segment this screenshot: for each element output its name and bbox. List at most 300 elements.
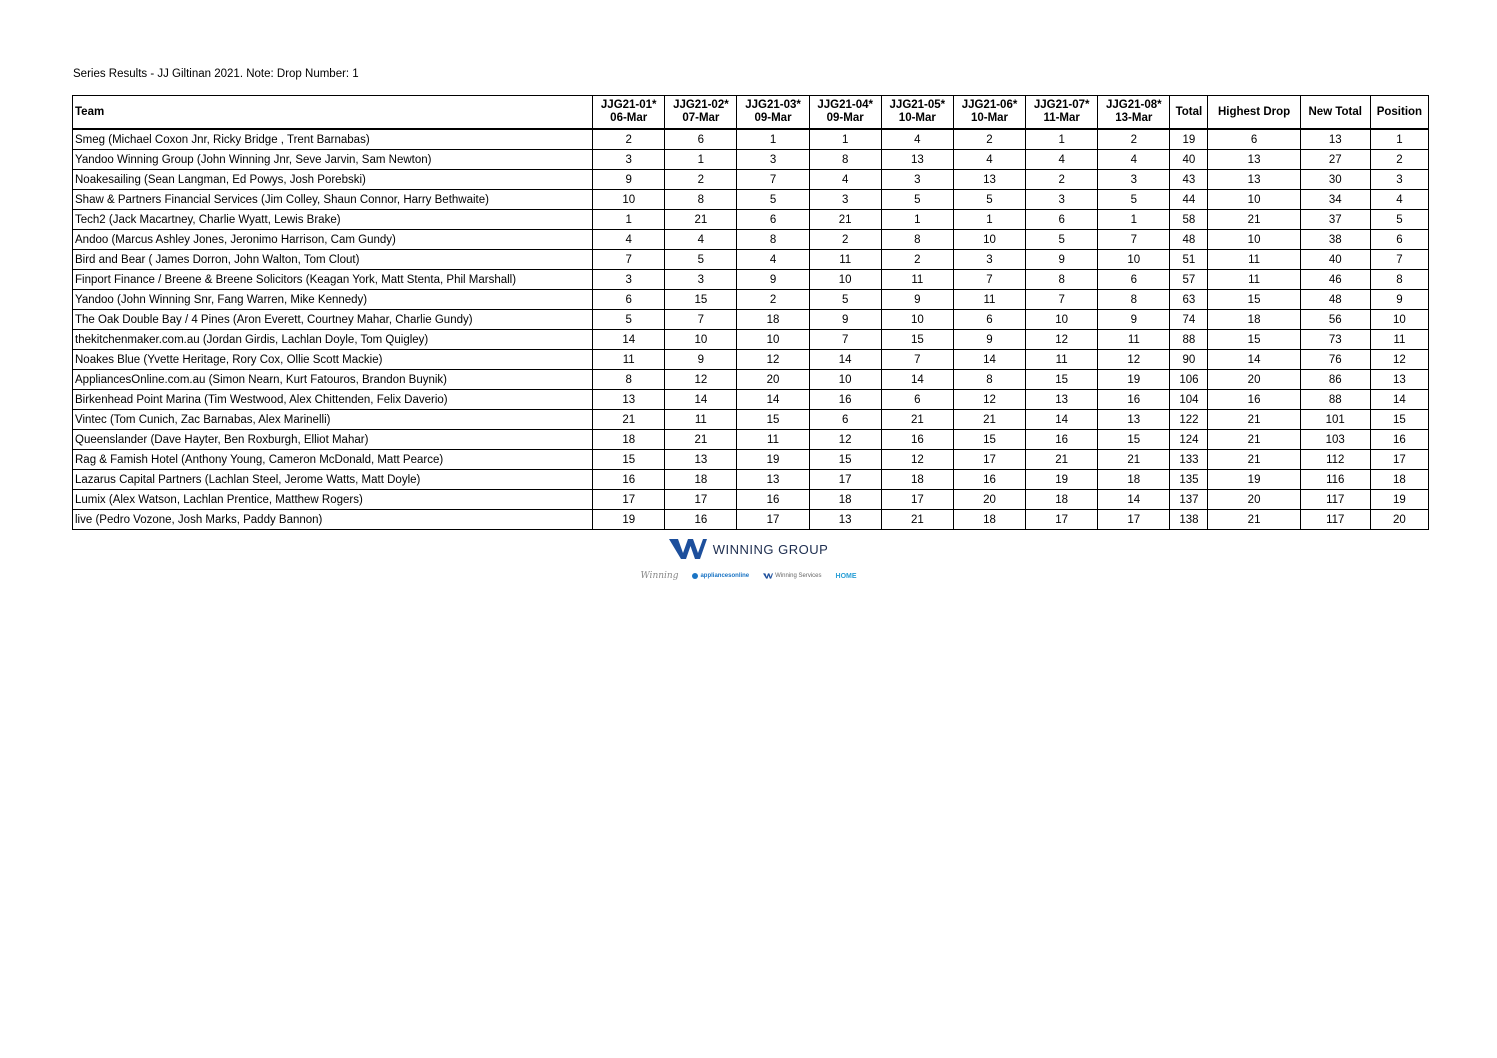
race-score-cell: 3: [1026, 190, 1098, 210]
total-cell: 40: [1170, 150, 1208, 170]
race-score-cell: 7: [665, 310, 737, 330]
race-score-cell: 13: [737, 470, 809, 490]
total-cell: 138: [1170, 510, 1208, 530]
race-score-cell: 12: [737, 350, 809, 370]
highest-drop-cell: 21: [1208, 450, 1300, 470]
race-score-cell: 16: [953, 470, 1025, 490]
col-header-total: Total: [1170, 96, 1208, 130]
race-score-cell: 10: [953, 230, 1025, 250]
appliances-online-icon: [692, 573, 698, 579]
race-score-cell: 17: [809, 470, 881, 490]
new-total-cell: 48: [1300, 290, 1370, 310]
race-score-cell: 8: [1098, 290, 1170, 310]
sub-logos: [0, 571, 1497, 581]
race-score-cell: 12: [881, 450, 953, 470]
highest-drop-cell: 21: [1208, 210, 1300, 230]
race-score-cell: 13: [881, 150, 953, 170]
race-score-cell: 7: [593, 250, 665, 270]
team-cell: Lumix (Alex Watson, Lachlan Prentice, Matthew Rogers): [73, 490, 593, 510]
race-score-cell: 12: [665, 370, 737, 390]
page-caption: Series Results - JJ Giltinan 2021. Note: Drop Number: 1: [73, 68, 359, 80]
race-score-cell: 11: [881, 270, 953, 290]
race-score-cell: 16: [593, 470, 665, 490]
new-total-cell: 13: [1300, 129, 1370, 150]
race-score-cell: 2: [1026, 170, 1098, 190]
race-score-cell: 15: [809, 450, 881, 470]
race-score-cell: 14: [881, 370, 953, 390]
race-score-cell: 15: [665, 290, 737, 310]
race-score-cell: 11: [1098, 330, 1170, 350]
race-score-cell: 21: [593, 410, 665, 430]
race-score-cell: 16: [809, 390, 881, 410]
table-row: [73, 430, 1429, 450]
race-score-cell: 6: [737, 210, 809, 230]
table-row: [73, 210, 1429, 230]
race-score-cell: 4: [881, 129, 953, 150]
position-cell: 4: [1370, 190, 1428, 210]
race-score-cell: 9: [1026, 250, 1098, 270]
race-score-cell: 8: [809, 150, 881, 170]
race-score-cell: 13: [809, 510, 881, 530]
highest-drop-cell: 13: [1208, 170, 1300, 190]
race-score-cell: 8: [881, 230, 953, 250]
race-score-cell: 21: [881, 510, 953, 530]
table-row: [73, 350, 1429, 370]
race-score-cell: 10: [881, 310, 953, 330]
race-score-cell: 5: [1098, 190, 1170, 210]
race-score-cell: 16: [665, 510, 737, 530]
team-cell: live (Pedro Vozone, Josh Marks, Paddy Bannon): [73, 510, 593, 530]
team-cell: Vintec (Tom Cunich, Zac Barnabas, Alex Marinelli): [73, 410, 593, 430]
race-score-cell: 17: [593, 490, 665, 510]
col-header-position: Position: [1370, 96, 1428, 130]
new-total-cell: 30: [1300, 170, 1370, 190]
highest-drop-cell: 14: [1208, 350, 1300, 370]
race-score-cell: 18: [737, 310, 809, 330]
race-score-cell: 18: [665, 470, 737, 490]
highest-drop-cell: 16: [1208, 390, 1300, 410]
race-score-cell: 15: [593, 450, 665, 470]
race-score-cell: 1: [809, 129, 881, 150]
total-cell: 88: [1170, 330, 1208, 350]
highest-drop-cell: 15: [1208, 290, 1300, 310]
highest-drop-cell: 10: [1208, 230, 1300, 250]
highest-drop-cell: 13: [1208, 150, 1300, 170]
race-score-cell: 17: [1026, 510, 1098, 530]
total-cell: 133: [1170, 450, 1208, 470]
total-cell: 135: [1170, 470, 1208, 490]
race-score-cell: 13: [1098, 410, 1170, 430]
race-score-cell: 3: [593, 150, 665, 170]
race-score-cell: 8: [953, 370, 1025, 390]
race-score-cell: 10: [809, 370, 881, 390]
race-score-cell: 18: [809, 490, 881, 510]
race-score-cell: 13: [953, 170, 1025, 190]
race-score-cell: 13: [665, 450, 737, 470]
col-header-highest-drop: Highest Drop: [1208, 96, 1300, 130]
team-cell: Rag & Famish Hotel (Anthony Young, Cameron McDonald, Matt Pearce): [73, 450, 593, 470]
race-score-cell: 21: [1026, 450, 1098, 470]
race-score-cell: 3: [881, 170, 953, 190]
total-cell: 63: [1170, 290, 1208, 310]
race-score-cell: 21: [881, 410, 953, 430]
race-score-cell: 6: [953, 310, 1025, 330]
total-cell: 106: [1170, 370, 1208, 390]
race-score-cell: 2: [593, 129, 665, 150]
race-score-cell: 3: [953, 250, 1025, 270]
team-cell: Noakes Blue (Yvette Heritage, Rory Cox, Ollie Scott Mackie): [73, 350, 593, 370]
position-cell: 9: [1370, 290, 1428, 310]
team-cell: Finport Finance / Breene & Breene Solicitors (Keagan York, Matt Stenta, Phil Marshall): [73, 270, 593, 290]
total-cell: 90: [1170, 350, 1208, 370]
race-score-cell: 17: [665, 490, 737, 510]
race-score-cell: 7: [737, 170, 809, 190]
race-score-cell: 5: [1026, 230, 1098, 250]
position-cell: 16: [1370, 430, 1428, 450]
position-cell: 19: [1370, 490, 1428, 510]
race-score-cell: 13: [1026, 390, 1098, 410]
col-header-race: JJG21-06* 10-Mar: [953, 96, 1025, 130]
highest-drop-cell: 15: [1208, 330, 1300, 350]
race-score-cell: 1: [953, 210, 1025, 230]
race-score-cell: 17: [953, 450, 1025, 470]
race-score-cell: 14: [1098, 490, 1170, 510]
race-score-cell: 20: [737, 370, 809, 390]
team-cell: Yandoo (John Winning Snr, Fang Warren, Mike Kennedy): [73, 290, 593, 310]
winning-group-text: WINNING GROUP: [712, 541, 829, 557]
new-total-cell: 40: [1300, 250, 1370, 270]
winning-group-w-icon: [669, 538, 707, 560]
race-score-cell: 18: [881, 470, 953, 490]
team-cell: thekitchenmaker.com.au (Jordan Girdis, Lachlan Doyle, Tom Quigley): [73, 330, 593, 350]
total-cell: 57: [1170, 270, 1208, 290]
race-score-cell: 8: [593, 370, 665, 390]
race-score-cell: 4: [593, 230, 665, 250]
new-total-cell: 34: [1300, 190, 1370, 210]
race-score-cell: 6: [809, 410, 881, 430]
team-cell: Bird and Bear ( James Dorron, John Walton, Tom Clout): [73, 250, 593, 270]
position-cell: 12: [1370, 350, 1428, 370]
results-body: [73, 129, 1429, 530]
race-score-cell: 14: [809, 350, 881, 370]
position-cell: 10: [1370, 310, 1428, 330]
race-score-cell: 6: [881, 390, 953, 410]
home-logo: HOME: [835, 572, 857, 580]
race-score-cell: 2: [665, 170, 737, 190]
highest-drop-cell: 11: [1208, 270, 1300, 290]
new-total-cell: 46: [1300, 270, 1370, 290]
team-cell: Noakesailing (Sean Langman, Ed Powys, Josh Porebski): [73, 170, 593, 190]
race-score-cell: 4: [737, 250, 809, 270]
total-cell: 104: [1170, 390, 1208, 410]
highest-drop-cell: 19: [1208, 470, 1300, 490]
table-row: [73, 510, 1429, 530]
race-score-cell: 18: [1026, 490, 1098, 510]
race-score-cell: 10: [1098, 250, 1170, 270]
race-score-cell: 4: [809, 170, 881, 190]
sponsor-logos: [0, 538, 1497, 581]
table-row: [73, 390, 1429, 410]
race-score-cell: 9: [737, 270, 809, 290]
highest-drop-cell: 20: [1208, 490, 1300, 510]
race-score-cell: 18: [593, 430, 665, 450]
position-cell: 14: [1370, 390, 1428, 410]
position-cell: 11: [1370, 330, 1428, 350]
position-cell: 3: [1370, 170, 1428, 190]
table-row: [73, 170, 1429, 190]
race-score-cell: 11: [953, 290, 1025, 310]
race-score-cell: 21: [809, 210, 881, 230]
highest-drop-cell: 21: [1208, 430, 1300, 450]
race-score-cell: 7: [809, 330, 881, 350]
new-total-cell: 38: [1300, 230, 1370, 250]
race-score-cell: 4: [1098, 150, 1170, 170]
race-score-cell: 11: [665, 410, 737, 430]
highest-drop-cell: 21: [1208, 510, 1300, 530]
new-total-cell: 37: [1300, 210, 1370, 230]
race-score-cell: 16: [1026, 430, 1098, 450]
race-score-cell: 15: [881, 330, 953, 350]
col-header-race: JJG21-04* 09-Mar: [809, 96, 881, 130]
race-score-cell: 5: [953, 190, 1025, 210]
race-score-cell: 17: [737, 510, 809, 530]
race-score-cell: 5: [665, 250, 737, 270]
race-score-cell: 19: [1026, 470, 1098, 490]
col-header-new-total: New Total: [1300, 96, 1370, 130]
position-cell: 18: [1370, 470, 1428, 490]
race-score-cell: 8: [737, 230, 809, 250]
position-cell: 13: [1370, 370, 1428, 390]
team-cell: Queenslander (Dave Hayter, Ben Roxburgh, Elliot Mahar): [73, 430, 593, 450]
new-total-cell: 101: [1300, 410, 1370, 430]
table-row: [73, 410, 1429, 430]
race-score-cell: 12: [953, 390, 1025, 410]
highest-drop-cell: 18: [1208, 310, 1300, 330]
highest-drop-cell: 10: [1208, 190, 1300, 210]
new-total-cell: 73: [1300, 330, 1370, 350]
race-score-cell: 1: [1026, 129, 1098, 150]
race-score-cell: 14: [665, 390, 737, 410]
race-score-cell: 1: [1098, 210, 1170, 230]
race-score-cell: 19: [593, 510, 665, 530]
race-score-cell: 19: [1098, 370, 1170, 390]
table-row: [73, 129, 1429, 150]
table-row: [73, 190, 1429, 210]
race-score-cell: 2: [953, 129, 1025, 150]
highest-drop-cell: 6: [1208, 129, 1300, 150]
race-score-cell: 6: [665, 129, 737, 150]
team-cell: The Oak Double Bay / 4 Pines (Aron Everett, Courtney Mahar, Charlie Gundy): [73, 310, 593, 330]
race-score-cell: 3: [593, 270, 665, 290]
race-score-cell: 10: [809, 270, 881, 290]
race-score-cell: 4: [665, 230, 737, 250]
team-cell: Lazarus Capital Partners (Lachlan Steel, Jerome Watts, Matt Doyle): [73, 470, 593, 490]
race-score-cell: 11: [1026, 350, 1098, 370]
new-total-cell: 76: [1300, 350, 1370, 370]
race-score-cell: 8: [1026, 270, 1098, 290]
team-cell: Andoo (Marcus Ashley Jones, Jeronimo Harrison, Cam Gundy): [73, 230, 593, 250]
table-row: [73, 270, 1429, 290]
total-cell: 48: [1170, 230, 1208, 250]
position-cell: 7: [1370, 250, 1428, 270]
race-score-cell: 6: [593, 290, 665, 310]
race-score-cell: 4: [1026, 150, 1098, 170]
race-score-cell: 4: [953, 150, 1025, 170]
total-cell: 19: [1170, 129, 1208, 150]
new-total-cell: 117: [1300, 510, 1370, 530]
position-cell: 6: [1370, 230, 1428, 250]
race-score-cell: 2: [737, 290, 809, 310]
race-score-cell: 10: [593, 190, 665, 210]
position-cell: 8: [1370, 270, 1428, 290]
race-score-cell: 20: [953, 490, 1025, 510]
race-score-cell: 7: [881, 350, 953, 370]
winning-services-logo: Winning Services: [763, 573, 821, 579]
race-score-cell: 3: [809, 190, 881, 210]
race-score-cell: 15: [1026, 370, 1098, 390]
race-score-cell: 17: [881, 490, 953, 510]
header-row: [73, 96, 1429, 130]
race-score-cell: 16: [881, 430, 953, 450]
team-cell: Yandoo Winning Group (John Winning Jnr, Seve Jarvin, Sam Newton): [73, 150, 593, 170]
race-score-cell: 9: [593, 170, 665, 190]
race-score-cell: 5: [737, 190, 809, 210]
race-score-cell: 2: [881, 250, 953, 270]
race-score-cell: 14: [593, 330, 665, 350]
new-total-cell: 86: [1300, 370, 1370, 390]
race-score-cell: 21: [1098, 450, 1170, 470]
race-score-cell: 11: [737, 430, 809, 450]
total-cell: 124: [1170, 430, 1208, 450]
race-score-cell: 14: [737, 390, 809, 410]
race-score-cell: 9: [1098, 310, 1170, 330]
table-row: [73, 450, 1429, 470]
race-score-cell: 21: [665, 210, 737, 230]
race-score-cell: 14: [953, 350, 1025, 370]
col-header-team: Team: [73, 96, 593, 130]
table-row: [73, 230, 1429, 250]
table-row: [73, 370, 1429, 390]
race-score-cell: 5: [881, 190, 953, 210]
race-score-cell: 16: [737, 490, 809, 510]
total-cell: 44: [1170, 190, 1208, 210]
winning-group-logo: [669, 538, 829, 560]
total-cell: 58: [1170, 210, 1208, 230]
total-cell: 74: [1170, 310, 1208, 330]
table-row: [73, 310, 1429, 330]
highest-drop-cell: 20: [1208, 370, 1300, 390]
col-header-race: JJG21-02* 07-Mar: [665, 96, 737, 130]
race-score-cell: 9: [881, 290, 953, 310]
race-score-cell: 10: [737, 330, 809, 350]
race-score-cell: 9: [665, 350, 737, 370]
col-header-race: JJG21-07* 11-Mar: [1026, 96, 1098, 130]
total-cell: 51: [1170, 250, 1208, 270]
team-cell: Smeg (Michael Coxon Jnr, Ricky Bridge , Trent Barnabas): [73, 129, 593, 150]
position-cell: 5: [1370, 210, 1428, 230]
new-total-cell: 27: [1300, 150, 1370, 170]
race-score-cell: 11: [809, 250, 881, 270]
race-score-cell: 21: [665, 430, 737, 450]
race-score-cell: 18: [1098, 470, 1170, 490]
race-score-cell: 15: [1098, 430, 1170, 450]
race-score-cell: 12: [809, 430, 881, 450]
race-score-cell: 10: [1026, 310, 1098, 330]
race-score-cell: 15: [737, 410, 809, 430]
race-score-cell: 1: [593, 210, 665, 230]
race-score-cell: 13: [593, 390, 665, 410]
team-cell: Birkenhead Point Marina (Tim Westwood, Alex Chittenden, Felix Daverio): [73, 390, 593, 410]
new-total-cell: 56: [1300, 310, 1370, 330]
position-cell: 17: [1370, 450, 1428, 470]
total-cell: 43: [1170, 170, 1208, 190]
race-score-cell: 16: [1098, 390, 1170, 410]
position-cell: 15: [1370, 410, 1428, 430]
table-row: [73, 250, 1429, 270]
new-total-cell: 112: [1300, 450, 1370, 470]
race-score-cell: 5: [809, 290, 881, 310]
race-score-cell: 3: [737, 150, 809, 170]
col-header-race: JJG21-03* 09-Mar: [737, 96, 809, 130]
race-score-cell: 3: [665, 270, 737, 290]
race-score-cell: 12: [1098, 350, 1170, 370]
race-score-cell: 1: [881, 210, 953, 230]
new-total-cell: 116: [1300, 470, 1370, 490]
table-row: [73, 330, 1429, 350]
race-score-cell: 8: [665, 190, 737, 210]
table-row: [73, 490, 1429, 510]
race-score-cell: 9: [953, 330, 1025, 350]
new-total-cell: 117: [1300, 490, 1370, 510]
new-total-cell: 103: [1300, 430, 1370, 450]
race-score-cell: 7: [1026, 290, 1098, 310]
highest-drop-cell: 11: [1208, 250, 1300, 270]
race-score-cell: 15: [953, 430, 1025, 450]
col-header-race: JJG21-05* 10-Mar: [881, 96, 953, 130]
race-score-cell: 10: [665, 330, 737, 350]
race-score-cell: 18: [953, 510, 1025, 530]
race-score-cell: 6: [1026, 210, 1098, 230]
new-total-cell: 88: [1300, 390, 1370, 410]
winning-sub-logo: Winning: [640, 571, 679, 581]
race-score-cell: 17: [1098, 510, 1170, 530]
race-score-cell: 11: [593, 350, 665, 370]
team-cell: AppliancesOnline.com.au (Simon Nearn, Kurt Fatouros, Brandon Buynik): [73, 370, 593, 390]
race-score-cell: 7: [953, 270, 1025, 290]
race-score-cell: 5: [593, 310, 665, 330]
race-score-cell: 2: [1098, 129, 1170, 150]
race-score-cell: 1: [665, 150, 737, 170]
position-cell: 2: [1370, 150, 1428, 170]
winning-services-icon: [763, 573, 773, 579]
position-cell: 1: [1370, 129, 1428, 150]
team-cell: Tech2 (Jack Macartney, Charlie Wyatt, Lewis Brake): [73, 210, 593, 230]
table-row: [73, 150, 1429, 170]
race-score-cell: 14: [1026, 410, 1098, 430]
table-row: [73, 470, 1429, 490]
table-row: [73, 290, 1429, 310]
race-score-cell: 19: [737, 450, 809, 470]
race-score-cell: 3: [1098, 170, 1170, 190]
race-score-cell: 2: [809, 230, 881, 250]
results-table: [72, 95, 1429, 530]
position-cell: 20: [1370, 510, 1428, 530]
total-cell: 122: [1170, 410, 1208, 430]
race-score-cell: 7: [1098, 230, 1170, 250]
highest-drop-cell: 21: [1208, 410, 1300, 430]
race-score-cell: 9: [809, 310, 881, 330]
col-header-race: JJG21-08* 13-Mar: [1098, 96, 1170, 130]
